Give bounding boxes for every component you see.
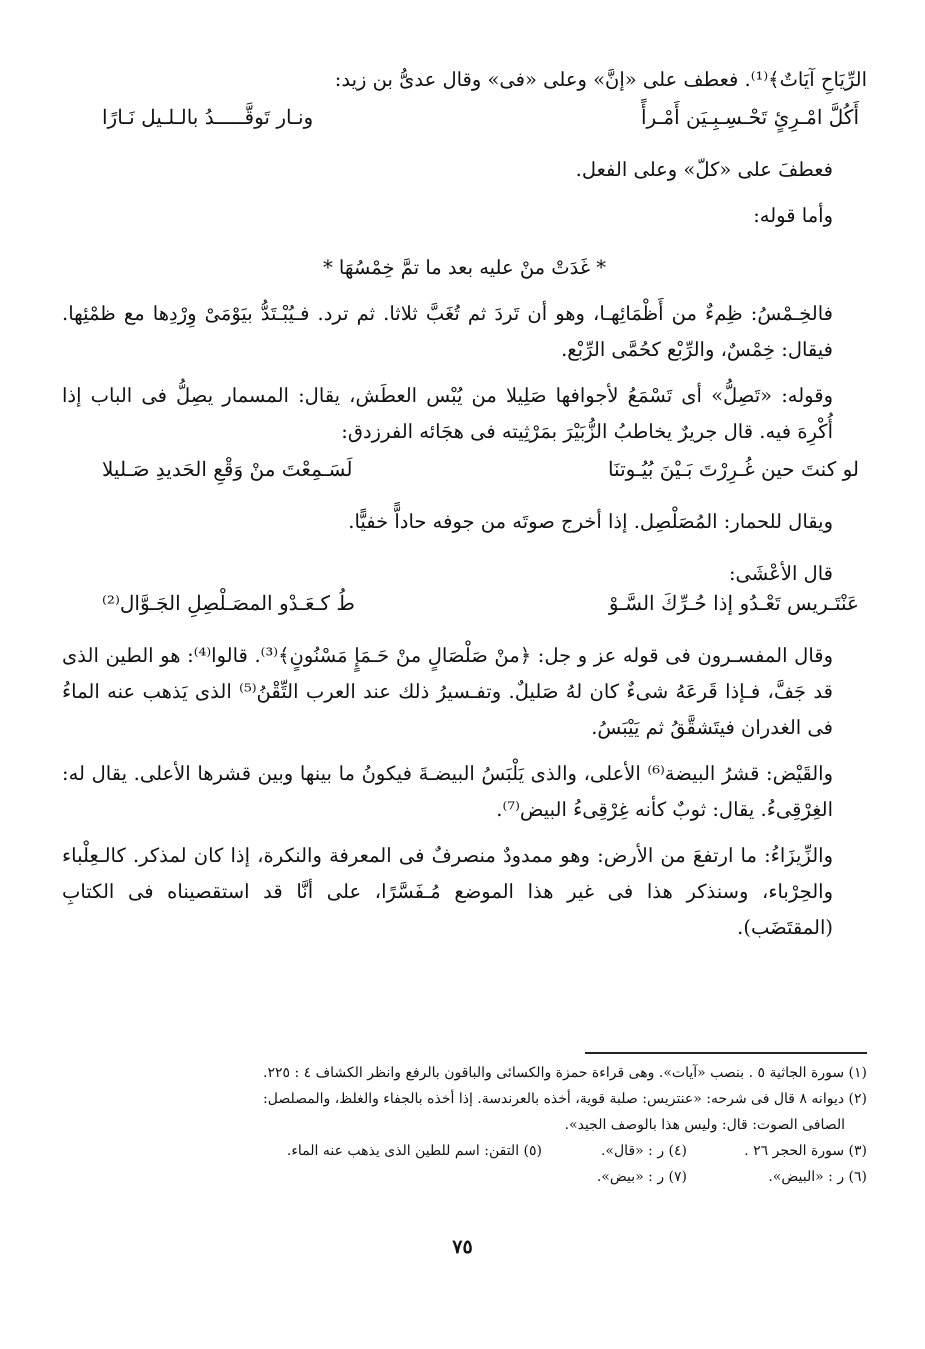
- paragraph-10: والزِّيزَاءُ: ما ارتفعَ من الأرض: وهو ممدودٌ منصرفٌ فى المعرفة والنكرة، إذا كان لمذكر. كالـعِلْباء والحِرْباء، وسنذكر هذا فى غير هذا الموضع مُـفَسَّرًا، على أنَّا قد استقصيناه فى الكتابِ (المقتَضَب).: [62, 844, 833, 939]
- footnote-3: (٣) سورة الحجر ٢٦ .: [744, 1143, 867, 1159]
- verse-1-second-hemistich: ونـار تَوقَّـــــدُ بالـلـيل نَـارًا: [102, 105, 314, 129]
- footnote-row-3: [62, 1138, 867, 1164]
- paragraph-6: ويقال للحمار: المُصَلْصِل. إذا أخرج صوتَه من جوفه حاداًّ خفيًّا.: [348, 510, 833, 533]
- page-number: ٧٥: [452, 1236, 473, 1258]
- verse-3-second-hemistich: طُ كـعَـدْو المصَـلْصِلِ الجَـوَّال⁽²⁾: [102, 591, 355, 615]
- footnote-row-4: [62, 1164, 867, 1190]
- footnote-7: (٧) ر : «بيض».: [596, 1169, 687, 1185]
- paragraph-1: الرِّيَاحِ آيَاتٌ﴾⁽¹⁾. فعطف على «إنَّ» وعلى «فى» وقال عدىُّ بن زيد:: [334, 68, 867, 91]
- verse-3-first-hemistich: عَنْتَـريس تَعْـدُو إذا حُـرِّكَ السَّـوْ: [608, 591, 859, 615]
- paragraph-9: والقَيْض: قشرُ البيضة⁽⁶⁾ الأعلى، والذى يَلْبَسُ البيضـةَ فيكونُ ما بينها وبين قشرها الأعلى. يقال له: الغِرْقِىءُ. يقال: ثوبٌ كأنه غِرْقِىءُ البيض⁽⁷⁾.: [62, 762, 834, 821]
- footnote-divider: [585, 1052, 867, 1054]
- verse-3: [62, 584, 867, 622]
- verse-1: [62, 98, 867, 136]
- verse-2-first-hemistich: لو كنتَ حين غُـرِرْتَ بَـيْنَ بُيُـوتنَا: [607, 457, 859, 481]
- footnote-6: (٦) ر : «البيض».: [768, 1169, 867, 1185]
- verse-1-first-hemistich: أَكُلَّ امْـرِئٍ تَحْـسِـبِـيَن أَمْـرأً: [640, 105, 859, 129]
- footnote-1: (١) سورة الجاثية ٥ . بنصب «آيات». وهى قراءة حمزة والكسائى والباقون بالرفع وانظر الكشاف ٤ : ٢٢٥.: [263, 1065, 867, 1081]
- paragraph-4: فالخِـمْسُ: ظِمءٌ من أَظْمَائِهـا، وهو أن تَردَ ثم تُغَبَّ ثلاثا. ثم ترد. فـيُبْـتَدُّ بيَوْمَىْ وِرْدِها مع ظمْئِها. فيقال: خِمْسٌ، والرِّبْع كحُمَّى الرِّبْع.: [62, 302, 833, 361]
- footnote-5: (٥) التقن: اسم للطين الذى يذهب عنه الماء.: [286, 1143, 542, 1159]
- paragraph-3: وأما قوله:: [753, 204, 833, 227]
- paragraph-2: فعطفَ على «كلّ» وعلى الفعل.: [575, 158, 833, 181]
- footnote-4: (٤) ر : «قال».: [600, 1143, 687, 1159]
- paragraph-8: وقال المفسـرون فى قوله عز و جل: ﴿منْ صَلْصَالٍ منْ حَـمَإٍ مَسْنُونٍ﴾⁽³⁾. قالوا⁽⁴⁾: هو الطين الذى قد جَفَّ، فـإذا قَرعَهُ شىءٌ كان لهُ صَليلٌ. وتفـسيرُ ذلك عند العرب التِّقْنُ⁽⁵⁾ الذى يَذهب عنه الماءُ فى الغدران فيتَشقَّقُ ثم يَيْبَسُ.: [62, 644, 834, 739]
- footnotes: [62, 1052, 867, 1190]
- paragraph-5: وقوله: «تَصِلُّ» أى تَسْمَعُ لأجوافها صَلِيلا من يُبْس العطَش، يقال: المسمار يصِلُّ فى الباب إذا أُكْرِهَ فيه. قال جريرٌ يخاطبُ الزُّبَيْرَ بمَرْثِيته فى هجَائه الفرزدق:: [62, 384, 833, 443]
- paragraph-7: قال الأعْشَى:: [728, 562, 833, 585]
- verse-2-second-hemistich: لَسَـمِعْتَ منْ وَقْعِ الحَديدِ صَـليلا: [102, 457, 353, 481]
- footnote-2-continued: الصافى الصوت: قال: وليس هذا بالوصف الجيد».: [564, 1117, 845, 1133]
- verse-2: [62, 450, 867, 488]
- footnote-2: (٢) ديوانه ٨ قال فى شرحه: «عنتريس: صلبة قوية، أخذه بالعرندسة. إذا أخذه بالجفاء والغلظ، والمصلصل:: [263, 1091, 867, 1107]
- quoted-verse: * غَدَتْ منْ عليه بعد ما تمَّ خِمْسُهَا *: [322, 256, 607, 279]
